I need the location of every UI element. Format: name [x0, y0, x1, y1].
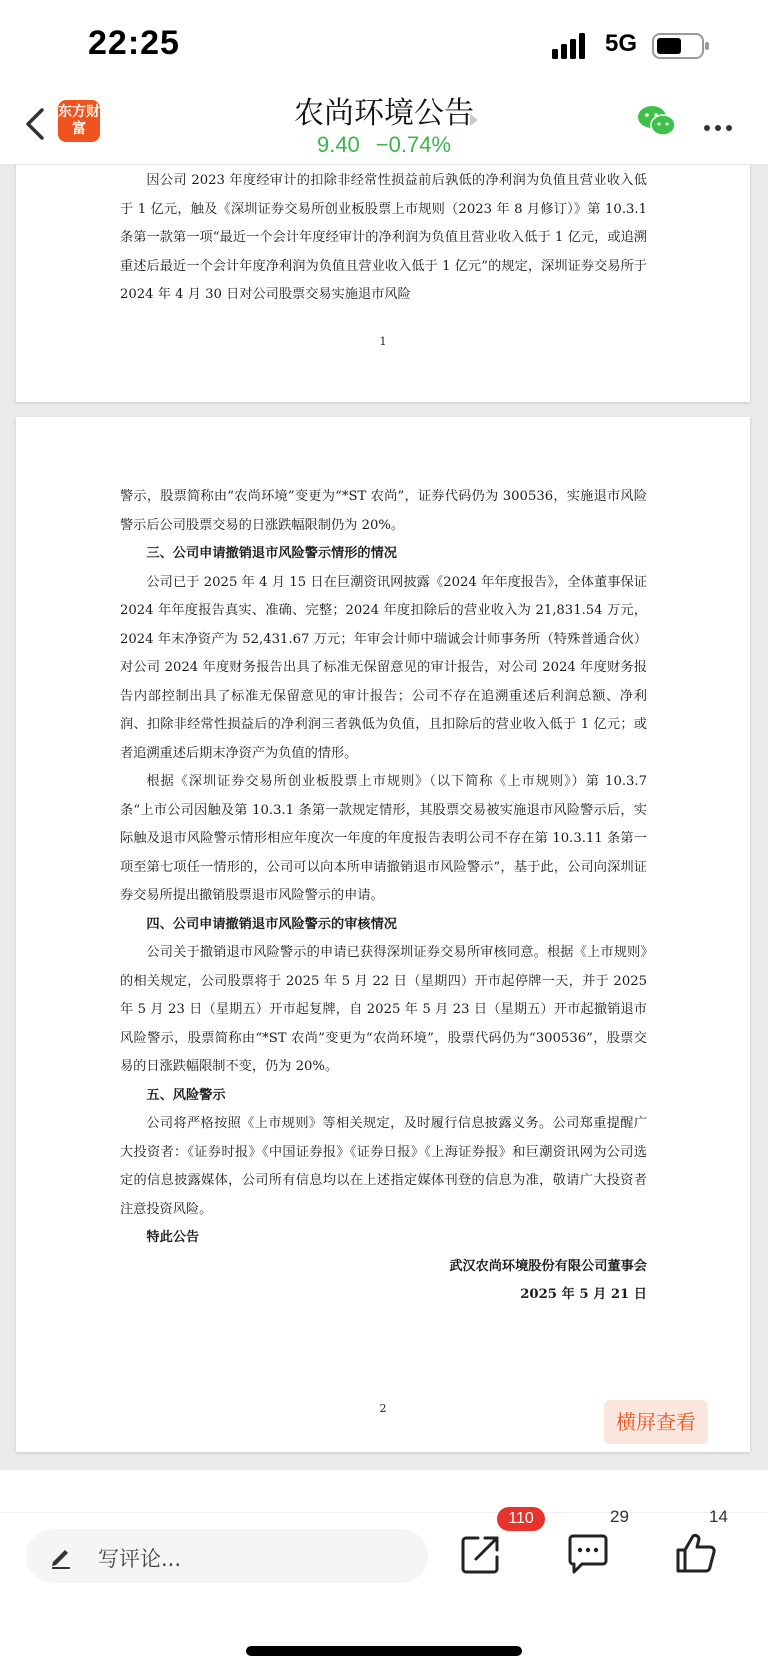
- paragraph: 警示，股票简称由“农尚环境”变更为“*ST 农尚”，证券代码仍为 300536，实施退市风险警示后公司股票交易的日涨跌幅限制仍为 20%。: [120, 489, 647, 533]
- closing-line: 特此公告: [146, 1230, 200, 1245]
- comment-placeholder: 写评论...: [98, 1547, 182, 1571]
- home-indicator: [246, 1646, 522, 1656]
- app-header: [0, 90, 768, 165]
- thumbs-up-icon[interactable]: [674, 1531, 718, 1575]
- section-heading: 三、公司申请撤销退市风险警示情形的情况: [146, 546, 397, 561]
- signature: 武汉农尚环境股份有限公司董事会: [449, 1258, 647, 1274]
- comment-count: 29: [610, 1507, 629, 1526]
- paragraph: 公司关于撤销退市风险警示的申请已获得深圳证券交易所审核同意。根据《上市规则》的相关规定，公司股票将于 2025 年 5 月 22 日（星期四）开市起停牌一天，并于 2025 年 5 月 23 日（星期五）开市起复牌，自 2025 年 5 月 23 日（星期五）开市起撤销退市风险警示，股票简称由“*ST 农尚”变更为“农尚环境”，股票代码仍为“300536”，股票交易的日涨跌幅限制不变，仍为 20%。: [120, 945, 647, 1074]
- document-viewer[interactable]: [0, 165, 768, 1470]
- document-page-2: [16, 417, 750, 1452]
- status-time: 22:25: [88, 24, 180, 62]
- status-bar: [0, 0, 768, 90]
- document-page-1: [16, 165, 750, 402]
- battery-icon: [652, 33, 710, 59]
- signature-date: 2025 年 5 月 21 日: [520, 1287, 647, 1302]
- network-type: 5G: [605, 30, 638, 57]
- like-count: 14: [709, 1507, 728, 1526]
- page-number: 2: [379, 1402, 387, 1415]
- paragraph: 公司已于 2025 年 4 月 15 日在巨潮资讯网披露《2024 年年度报告》，全体董事保证 2024 年年度报告真实、准确、完整；2024 年度扣除后的营业收入为 21,831.54 万元，2024 年末净资产为 52,431.67 万元；年审会计师中瑞诚会计师事务所（特殊普通合伙）对公司 2024 年度财务报告出具了标准无保留意见的审计报告，对公司 2024 年度财务报告内部控制出具了标准无保留意见的审计报告；公司不存在追溯重述后利润总额、净利润、扣除非经常性损益后的净利润三者孰低为负值，且扣除后的营业收入低于 1 亿元；或者追溯重述后期末净资产为负值的情形。: [120, 574, 647, 761]
- section-heading: 四、公司申请撤销退市风险警示的审核情况: [146, 916, 397, 932]
- signal-icon: [552, 33, 594, 59]
- share-icon[interactable]: [460, 1533, 502, 1575]
- share-badge: 110: [497, 1507, 545, 1531]
- page1-text: [120, 167, 647, 310]
- comment-icon[interactable]: [566, 1533, 610, 1575]
- page2-text: [120, 483, 647, 1310]
- section-heading: 五、风险警示: [146, 1087, 226, 1103]
- page-number: 1: [379, 335, 387, 348]
- paragraph: 根据《深圳证券交易所创业板股票上市规则》（以下简称《上市规则》）第 10.3.7 条“上市公司因触及第 10.3.1 条第一款规定情形，其股票交易被实施退市风险警示后，实际触及退市风险警示情形相应年度次一年度的年度报告表明公司不存在第 10.3.11 条第一项至第七项任一情形的，公司可以向本所申请撤销退市风险警示”，基于此，公司向深圳证券交易所提出撤销股票退市风险警示的申请。: [120, 774, 647, 903]
- brand-logo[interactable]: 东方财富: [58, 100, 100, 142]
- landscape-view-button[interactable]: 横屏查看: [604, 1400, 708, 1444]
- bottom-action-bar: [0, 1507, 768, 1663]
- paragraph: 公司将严格按照《上市规则》等相关规定，及时履行信息披露义务。公司郑重提醒广大投资者：《证券时报》《中国证券报》《证券日报》《上海证券报》和巨潮资讯网为公司选定的信息披露媒体，公司所有信息均以在上述指定媒体刊登的信息为准，敬请广大投资者注意投资风险。: [120, 1116, 647, 1217]
- title-arrow-icon[interactable]: [470, 114, 478, 126]
- stock-price: 9.40: [316, 132, 360, 157]
- comment-input[interactable]: [26, 1529, 428, 1583]
- page1-paragraph: 因公司 2023 年度经审计的扣除非经常性损益前后孰低的净利润为负值且营业收入低于 1 亿元，触及《深圳证券交易所创业板股票上市规则（2023 年 8 月修订）》第 10.3.1 条第一款第一项“最近一个会计年度经审计的净利润为负值且营业收入低于 1 亿元，或追溯重述后最近一个会计年度净利润为负值且营业收入低于 1 亿元”的规定，深圳证券交易所于 2024 年 4 月 30 日对公司股票交易实施退市风险: [120, 173, 647, 302]
- pen-icon: [48, 1543, 74, 1569]
- stock-change: −0.74%: [375, 132, 452, 157]
- wechat-share-icon[interactable]: [637, 104, 677, 138]
- more-icon[interactable]: [704, 116, 738, 126]
- page-title: 农尚环境公告: [294, 96, 474, 131]
